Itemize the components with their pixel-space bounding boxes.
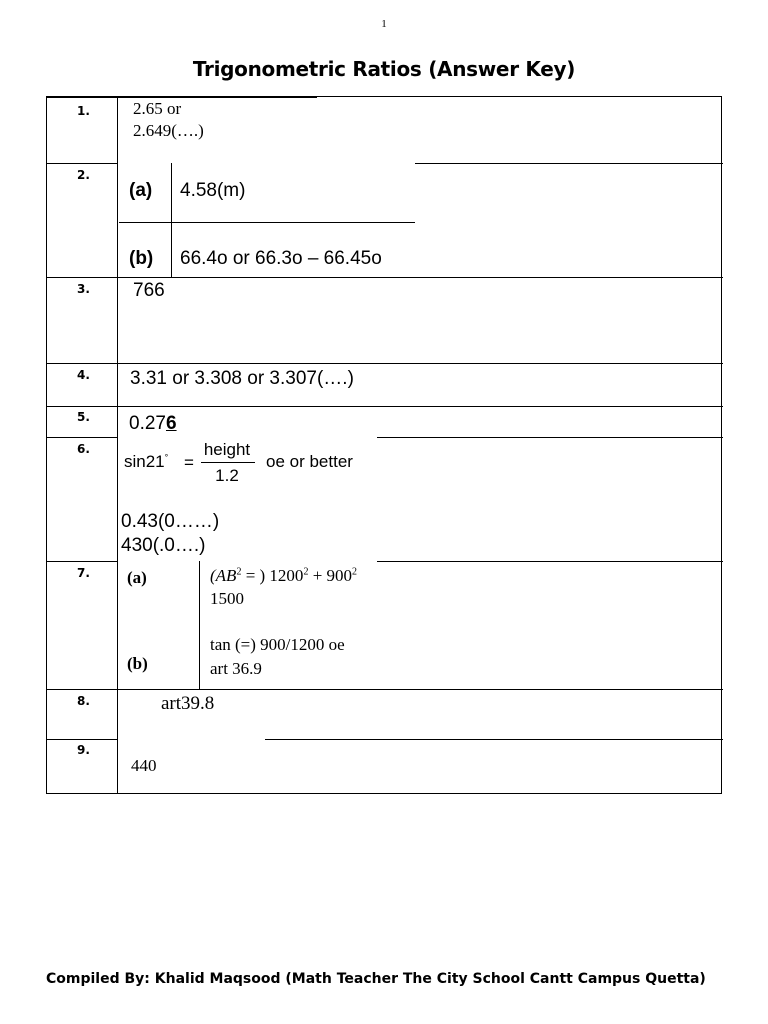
exponent: 2 xyxy=(303,566,309,578)
answer-line: 766 xyxy=(133,280,165,301)
exponent: 2 xyxy=(352,566,358,578)
question-number: 9. xyxy=(77,743,90,757)
answer-line: 2.65 or xyxy=(133,99,182,118)
row-separator xyxy=(377,437,723,438)
question-number: 2. xyxy=(77,168,90,182)
subtable-vline xyxy=(199,561,200,689)
answer-line: 3.31 or 3.308 or 3.307(….) xyxy=(130,368,354,389)
answer-line: 2.649(….) xyxy=(133,121,204,140)
answer-table xyxy=(46,96,722,794)
sin-expression xyxy=(124,452,168,472)
answer-line: 4.58(m) xyxy=(180,180,246,201)
question-number: 1. xyxy=(77,104,90,118)
answer-line xyxy=(129,413,177,435)
answer-text: 0.27 xyxy=(129,413,166,434)
question-number: 4. xyxy=(77,368,90,382)
row-separator xyxy=(47,437,117,438)
sin-text: sin21 xyxy=(124,452,165,471)
row-separator xyxy=(47,163,117,164)
part-label: (a) xyxy=(129,180,153,201)
answer-line: 1500 xyxy=(210,589,244,608)
part-label: (a) xyxy=(127,568,147,587)
row-separator xyxy=(47,363,723,364)
fraction-numerator: height xyxy=(203,440,251,459)
row-separator xyxy=(265,739,723,740)
row-separator xyxy=(47,689,723,690)
answer-line: art 36.9 xyxy=(210,659,262,678)
emphasized-digit: 6 xyxy=(165,413,177,434)
row-separator xyxy=(415,163,723,164)
part-label: (b) xyxy=(127,654,148,673)
equals-sign: = xyxy=(184,453,194,472)
row-separator xyxy=(47,277,723,278)
subtable-separator xyxy=(119,222,415,223)
formula-part: + 900 xyxy=(308,566,353,585)
question-number: 5. xyxy=(77,410,90,424)
formula-part: = ) 1200 xyxy=(241,566,304,585)
question-number: 6. xyxy=(77,442,90,456)
degree-sign: ° xyxy=(164,452,169,463)
answer-line: art39.8 xyxy=(161,693,215,714)
row-separator xyxy=(377,561,723,562)
answer-line: tan (=) 900/1200 oe xyxy=(210,635,345,654)
answer-line: 0.43(0……) xyxy=(121,511,220,532)
footer-credit: Compiled By: Khalid Maqsood (Math Teacher The City School Cantt Campus Quetta) xyxy=(46,971,706,987)
subtable-vline xyxy=(171,163,172,277)
answer-line xyxy=(210,566,357,586)
answer-line: 66.4o or 66.3o – 66.45o xyxy=(180,248,382,269)
exponent: 2 xyxy=(236,566,242,578)
question-number: 7. xyxy=(77,566,90,580)
fraction-denominator: 1.2 xyxy=(215,466,239,485)
answer-line: 430(.0….) xyxy=(121,535,206,556)
row-separator xyxy=(47,406,723,407)
page-number: 1 xyxy=(381,18,387,30)
page-title: Trigonometric Ratios (Answer Key) xyxy=(192,57,576,81)
part-label: (b) xyxy=(129,248,154,269)
row-separator xyxy=(47,561,117,562)
fraction-bar xyxy=(201,462,255,463)
answer-line: oe or better xyxy=(266,452,353,471)
row-separator xyxy=(47,97,317,98)
formula-part: (AB xyxy=(210,566,237,585)
row-separator xyxy=(47,739,117,740)
question-number: 3. xyxy=(77,282,90,296)
question-number: 8. xyxy=(77,694,90,708)
answer-line: 440 xyxy=(131,756,157,775)
